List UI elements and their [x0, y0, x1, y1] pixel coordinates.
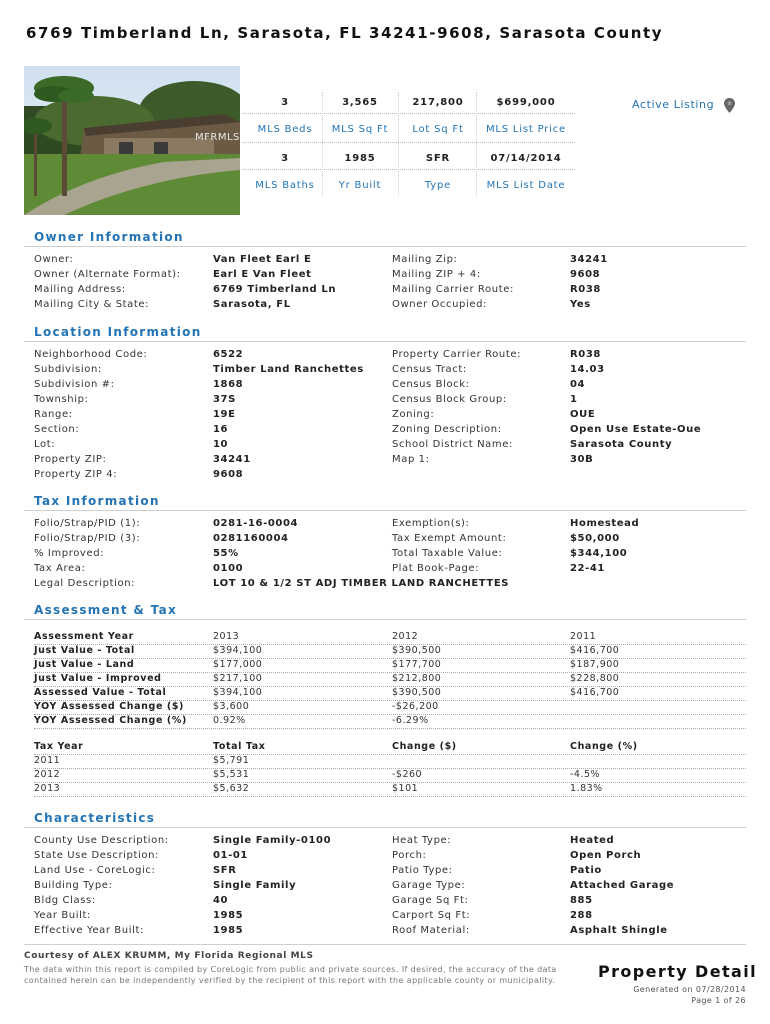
table-cell: -$26,200 — [392, 701, 439, 712]
stat-beds-value: 3 — [281, 97, 289, 108]
char-value: Single Family — [213, 880, 297, 891]
stat-baths-value: 3 — [281, 153, 289, 164]
stats-col-divider — [398, 92, 399, 196]
table-row-divider — [34, 644, 746, 645]
table-cell: $3,600 — [213, 701, 250, 712]
section-heading-tax: Tax Information — [34, 494, 160, 508]
loc-value: 10 — [213, 439, 229, 450]
stat-beds-label: MLS Beds — [257, 124, 313, 135]
loc-label: Subdivision: — [34, 364, 102, 375]
stats-col-divider — [322, 92, 323, 196]
owner-value: Van Fleet Earl E — [213, 254, 312, 265]
loc-value: 1 — [570, 394, 578, 405]
char-label: Effective Year Built: — [34, 925, 144, 936]
loc-value: Timber Land Ranchettes — [213, 364, 364, 375]
section-divider — [24, 246, 746, 247]
table-row-label: Assessed Value - Total — [34, 687, 167, 698]
mailing-address-label: Mailing Address: — [34, 284, 126, 295]
tax-value: $344,100 — [570, 548, 628, 559]
char-label: Year Built: — [34, 910, 91, 921]
loc-value: 04 — [570, 379, 586, 390]
tax-label: Plat Book-Page: — [392, 563, 480, 574]
loc-label: Property Carrier Route: — [392, 349, 522, 360]
loc-label: Neighborhood Code: — [34, 349, 148, 360]
loc-value: 6522 — [213, 349, 244, 360]
char-label: Porch: — [392, 850, 427, 861]
table-cell: $177,700 — [392, 659, 442, 670]
table-cell: 0.92% — [213, 715, 246, 726]
mailing-address-value: 6769 Timberland Ln — [213, 284, 337, 295]
loc-label: Property ZIP 4: — [34, 469, 118, 480]
stats-col-divider — [476, 92, 477, 196]
loc-value: 19E — [213, 409, 236, 420]
table-header-cell: 2013 — [213, 631, 240, 642]
table-cell: $177,000 — [213, 659, 263, 670]
table-header-cell: Total Tax — [213, 741, 266, 752]
loc-label: School District Name: — [392, 439, 513, 450]
char-label: County Use Description: — [34, 835, 169, 846]
table-header-cell: Change ($) — [392, 741, 457, 752]
char-value: 40 — [213, 895, 229, 906]
char-label: Garage Sq Ft: — [392, 895, 469, 906]
loc-label: Zoning: — [392, 409, 435, 420]
char-value: Open Porch — [570, 850, 642, 861]
loc-label: Lot: — [34, 439, 56, 450]
map-pin-icon — [724, 98, 735, 113]
char-label: Roof Material: — [392, 925, 470, 936]
table-cell: $212,800 — [392, 673, 442, 684]
stat-listdate-label: MLS List Date — [486, 180, 566, 191]
loc-label: Zoning Description: — [392, 424, 502, 435]
table-row-divider — [34, 782, 746, 783]
char-value: Single Family-0100 — [213, 835, 332, 846]
table-cell: $394,100 — [213, 687, 263, 698]
loc-label: Subdivision #: — [34, 379, 115, 390]
stat-price-label: MLS List Price — [486, 124, 566, 135]
table-row-divider — [34, 796, 746, 797]
mailing-carrier-label: Mailing Carrier Route: — [392, 284, 514, 295]
generated-date: Generated on 07/28/2014 — [633, 985, 746, 994]
table-cell: $394,100 — [213, 645, 263, 656]
table-cell: 2013 — [34, 783, 61, 794]
loc-value: R038 — [570, 349, 601, 360]
owner-occupied-value: Yes — [570, 299, 591, 310]
section-heading-characteristics: Characteristics — [34, 811, 156, 825]
tax-label: Exemption(s): — [392, 518, 470, 529]
stat-lot-label: Lot Sq Ft — [412, 124, 464, 135]
char-label: Land Use - CoreLogic: — [34, 865, 156, 876]
table-cell: $5,791 — [213, 755, 250, 766]
loc-label: Section: — [34, 424, 80, 435]
tax-value: Homestead — [570, 518, 640, 529]
loc-label: Property ZIP: — [34, 454, 107, 465]
char-value: Patio — [570, 865, 602, 876]
table-cell: -4.5% — [570, 769, 601, 780]
char-value: 1985 — [213, 910, 244, 921]
loc-label: Census Block Group: — [392, 394, 507, 405]
table-header-cell: 2011 — [570, 631, 597, 642]
mailing-carrier-value: R038 — [570, 284, 601, 295]
stats-divider — [243, 142, 575, 143]
page-number: Page 1 of 26 — [691, 996, 746, 1005]
table-cell: $416,700 — [570, 687, 620, 698]
char-value: 288 — [570, 910, 593, 921]
char-value: 885 — [570, 895, 593, 906]
owner-alt-label: Owner (Alternate Format): — [34, 269, 181, 280]
table-cell: $5,531 — [213, 769, 250, 780]
legal-description-value: LOT 10 & 1/2 ST ADJ TIMBER LAND RANCHETTES — [213, 578, 510, 589]
mailing-zip4-label: Mailing ZIP + 4: — [392, 269, 481, 280]
section-heading-owner: Owner Information — [34, 230, 184, 244]
stat-yrbuilt-label: Yr Built — [338, 180, 382, 191]
table-cell: $416,700 — [570, 645, 620, 656]
table-cell: $228,800 — [570, 673, 620, 684]
table-cell: 2011 — [34, 755, 61, 766]
loc-value: 16 — [213, 424, 229, 435]
loc-label: Township: — [34, 394, 89, 405]
table-cell: $5,632 — [213, 783, 250, 794]
tax-label: Legal Description: — [34, 578, 136, 589]
char-value: SFR — [213, 865, 237, 876]
stats-divider — [243, 113, 575, 114]
stat-type-value: SFR — [425, 153, 451, 164]
table-row-label: YOY Assessed Change ($) — [34, 701, 184, 712]
char-value: 1985 — [213, 925, 244, 936]
mailing-city-value: Sarasota, FL — [213, 299, 291, 310]
stat-listdate-value: 07/14/2014 — [490, 153, 562, 164]
char-label: Garage Type: — [392, 880, 466, 891]
stat-baths-label: MLS Baths — [255, 180, 315, 191]
tax-label: Folio/Strap/PID (1): — [34, 518, 141, 529]
owner-occupied-label: Owner Occupied: — [392, 299, 488, 310]
table-header-cell: Assessment Year — [34, 631, 134, 642]
table-cell: $390,500 — [392, 687, 442, 698]
tax-value: 0281160004 — [213, 533, 289, 544]
table-cell: $187,900 — [570, 659, 620, 670]
loc-value: 1868 — [213, 379, 244, 390]
tax-value: 55% — [213, 548, 239, 559]
tax-label: Total Taxable Value: — [392, 548, 503, 559]
tax-label: Tax Area: — [34, 563, 86, 574]
loc-label: Census Block: — [392, 379, 470, 390]
loc-label: Range: — [34, 409, 73, 420]
loc-value: 37S — [213, 394, 236, 405]
char-value: Asphalt Shingle — [570, 925, 668, 936]
section-divider — [24, 510, 746, 511]
char-label: State Use Description: — [34, 850, 160, 861]
courtesy-text: Courtesy of ALEX KRUMM, My Florida Regional MLS — [24, 951, 314, 961]
tax-value: 0281-16-0004 — [213, 518, 299, 529]
tax-label: % Improved: — [34, 548, 105, 559]
loc-value: 9608 — [213, 469, 244, 480]
table-row-label: YOY Assessed Change (%) — [34, 715, 187, 726]
loc-value: 30B — [570, 454, 594, 465]
footer-divider — [24, 944, 746, 945]
char-value: Heated — [570, 835, 615, 846]
table-header-cell: Tax Year — [34, 741, 84, 752]
section-heading-assessment: Assessment & Tax — [34, 603, 178, 617]
char-value: 01-01 — [213, 850, 248, 861]
table-header-cell: 2012 — [392, 631, 419, 642]
tax-value: 22-41 — [570, 563, 605, 574]
loc-value: OUE — [570, 409, 596, 420]
table-cell: $390,500 — [392, 645, 442, 656]
table-cell: -6.29% — [392, 715, 429, 726]
stat-sqft-label: MLS Sq Ft — [331, 124, 389, 135]
photo-watermark: MFRMLS — [195, 132, 240, 143]
listing-status: Active Listing — [632, 98, 715, 111]
page-title: 6769 Timberland Ln, Sarasota, FL 34241-9608, Sarasota County — [26, 24, 664, 42]
table-row-label: Just Value - Land — [34, 659, 135, 670]
table-cell: $101 — [392, 783, 419, 794]
tax-label: Folio/Strap/PID (3): — [34, 533, 141, 544]
table-row-divider — [34, 754, 746, 755]
mailing-city-label: Mailing City & State: — [34, 299, 150, 310]
loc-label: Map 1: — [392, 454, 430, 465]
char-label: Building Type: — [34, 880, 113, 891]
char-value: Attached Garage — [570, 880, 675, 891]
disclaimer-text: The data within this report is compiled by CoreLogic from public and private sources. If desired, the accuracy of the data contained herein can be independently verified by the recipient of this report with the applicable county or municipality. — [24, 965, 557, 985]
section-divider — [24, 827, 746, 828]
owner-alt-value: Earl E Van Fleet — [213, 269, 312, 280]
stat-yrbuilt-value: 1985 — [344, 153, 376, 164]
loc-value: 34241 — [213, 454, 251, 465]
char-label: Heat Type: — [392, 835, 452, 846]
table-cell: -$260 — [392, 769, 423, 780]
table-row-divider — [34, 768, 746, 769]
stat-price-value: $699,000 — [496, 97, 556, 108]
char-label: Bldg Class: — [34, 895, 96, 906]
char-label: Patio Type: — [392, 865, 453, 876]
mailing-zip-label: Mailing Zip: — [392, 254, 458, 265]
table-row-label: Just Value - Total — [34, 645, 135, 656]
tax-label: Tax Exempt Amount: — [392, 533, 507, 544]
section-divider — [24, 619, 746, 620]
owner-label: Owner: — [34, 254, 74, 265]
table-cell: 1.83% — [570, 783, 603, 794]
section-divider — [24, 341, 746, 342]
stats-divider — [243, 169, 575, 170]
stat-sqft-value: 3,565 — [342, 97, 378, 108]
mailing-zip4-value: 9608 — [570, 269, 601, 280]
table-row-divider — [34, 658, 746, 659]
table-cell: $217,100 — [213, 673, 263, 684]
table-row-divider — [34, 728, 746, 729]
table-row-label: Just Value - Improved — [34, 673, 162, 684]
section-heading-location: Location Information — [34, 325, 202, 339]
tax-value: $50,000 — [570, 533, 620, 544]
tax-value: 0100 — [213, 563, 244, 574]
loc-value: Sarasota County — [570, 439, 673, 450]
report-title: Property Detail — [598, 962, 757, 981]
loc-value: 14.03 — [570, 364, 605, 375]
stat-lot-value: 217,800 — [412, 97, 464, 108]
stat-type-label: Type — [424, 180, 452, 191]
mailing-zip-value: 34241 — [570, 254, 608, 265]
char-label: Carport Sq Ft: — [392, 910, 471, 921]
loc-value: Open Use Estate-Oue — [570, 424, 702, 435]
loc-label: Census Tract: — [392, 364, 467, 375]
table-cell: 2012 — [34, 769, 61, 780]
table-header-cell: Change (%) — [570, 741, 638, 752]
